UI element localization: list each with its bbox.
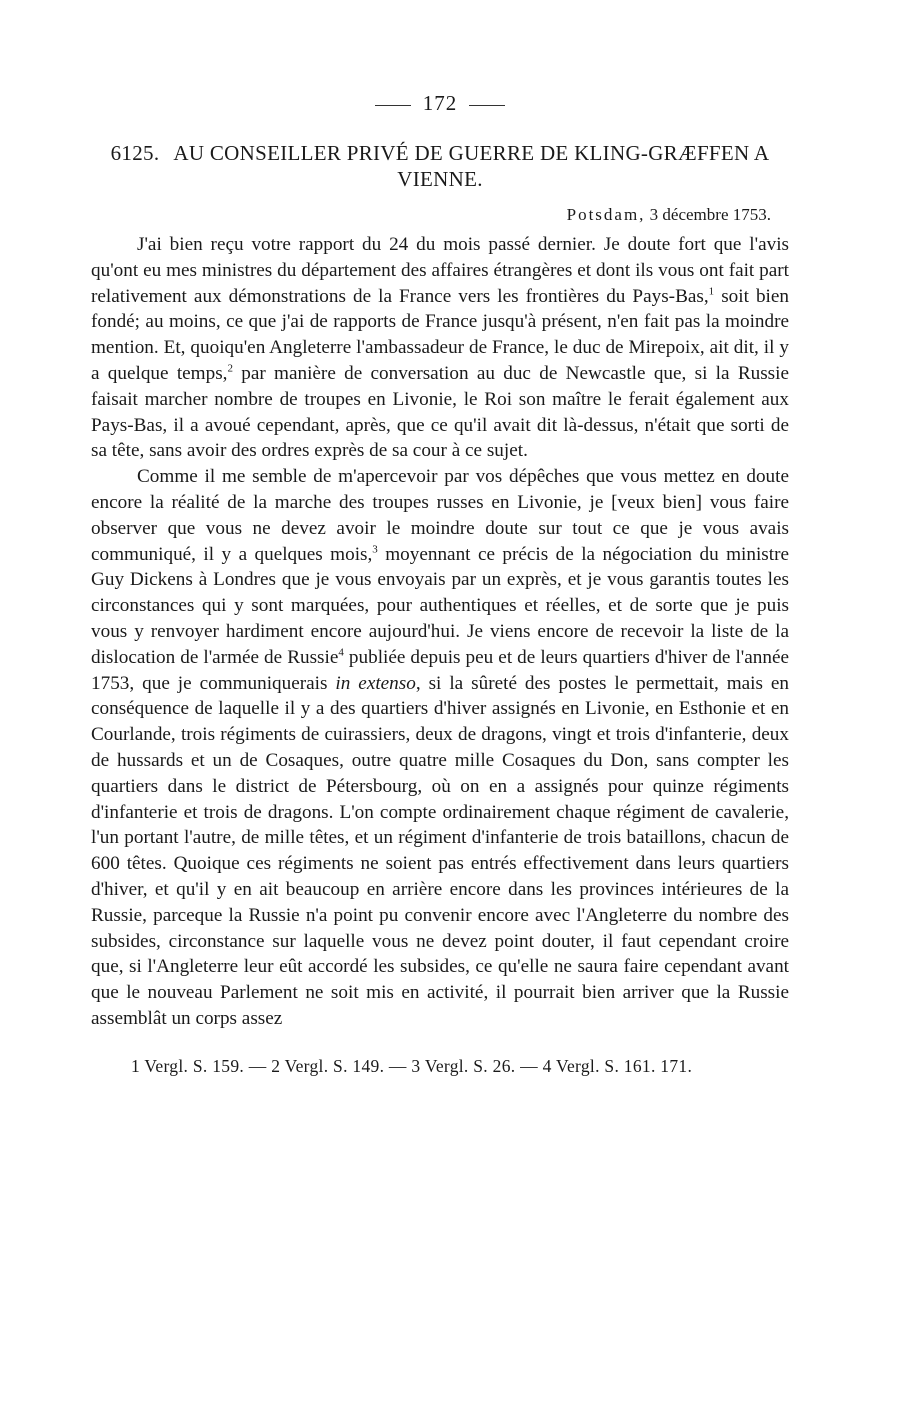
paragraph-text: J'ai bien reçu votre rapport du 24 du mois passé dernier. Je doute fort que l'avis qu'ont eu mes ministres du département des affaires étrangères et dont ils vous ont fait part relativement aux démonstrations de la France vers les frontières du Pays-Bas,	[91, 234, 789, 307]
footnote-marker: 2	[227, 362, 233, 375]
page-number-line	[91, 88, 789, 118]
footnotes: 1 Vergl. S. 159. — 2 Vergl. S. 149. — 3 Vergl. S. 26. — 4 Vergl. S. 161. 171.	[131, 1055, 693, 1076]
italic-text: in extenso	[335, 672, 416, 694]
body-paragraph	[91, 464, 789, 1032]
page-number: 172	[422, 91, 458, 115]
paragraph-text: , si la sûreté des postes le permettait, mais en conséquence de laquelle il y a des quartiers d'hiver assignés en Livonie, en Esthonie et en Courlande, trois régiments de cuirassiers, deux de dragons, vingt et trois d'infanterie, deux de hussards et un de Cosaques, outre quatre mille Cosaques du Don, sans compter les quartiers dans le district de Pétersbourg, où on en a assignés pour quinze régiments d'infanterie et trois de dragons. L'on compte ordinairement chaque régiment de cavalerie, l'un portant l'autre, de mille têtes, et un régiment d'infanterie de trois bataillons, chacun de 600 têtes. Quoique ces régiments ne soient pas entrés effectivement dans leurs quartiers d'hiver, et qu'il y en ait beaucoup en arrière encore dans les provinces intérieures de la Russie, parceque la Russie n'a point pu convenir encore avec l'Angleterre du nombre des subsides, circonstance sur laquelle vous ne devez point douter, il faut cependant croire que, si l'Angleterre leur eût accordé les subsides, ce qu'elle ne saura faire cependant avant que le nouveau Parlement ne soit mis en activité, il pourrait bien arriver que la Russie assemblât un corps assez	[91, 672, 789, 1029]
right-dash	[469, 105, 505, 106]
paragraph-text: soit bien fondé; au moins, ce que j'ai de rapports de France jusqu'à présent, n'en fait pas la moindre mention. Et, quoiqu'en Angleterre l'ambassadeur de France, le duc de Mirepoix, ait dit, il y a quelque temps,	[91, 285, 790, 384]
dateline	[91, 204, 789, 226]
footnote-marker: 3	[372, 543, 378, 556]
paragraph-text: par manière de conversation au duc de Newcastle que, si la Russie faisait marcher nombre de troupes en Livonie, le Roi son maître le ferait également aux Pays-Bas, il a avoué cependant, après, que ce qu'il avait dit là-dessus, n'était que sorti de sa tête, sans avoir des ordres exprès de sa cour à ce sujet.	[91, 362, 789, 462]
footnote-marker: 1	[708, 285, 715, 298]
left-dash	[375, 105, 411, 106]
paragraph-text: moyennant ce précis de la négociation du ministre Guy Dickens à Londres que je vous envoyais par un exprès, et je vous garantis toutes les circonstances qui y sont marquées, pour authentiques et réelles, et de sorte que je puis vous y renvoyer hardiment encore aujourd'hui. Je viens encore de recevoir la liste de la dislocation de l'armée de Russie	[91, 543, 789, 668]
letter-body	[91, 232, 789, 1032]
dateline-place: Potsdam,	[566, 205, 646, 224]
paragraph-text: Comme il me semble de m'apercevoir par vos dépêches que vous mettez en doute encore la réalité de la marche des troupes russes en Livonie, je [veux bien] vous faire observer que vous ne devez avoir le moindre doute sur tout ce que je vous avais communiqué, il y a quelques mois,	[91, 466, 789, 565]
letter-title: AU CONSEILLER PRIVÉ DE GUERRE DE KLING-GRÆFFEN A VIENNE.	[173, 141, 770, 191]
body-paragraph	[91, 232, 789, 464]
letter-heading	[91, 140, 789, 192]
dateline-date: 3 décembre 1753.	[649, 205, 771, 224]
document-page	[91, 88, 789, 1078]
letter-number: 6125.	[110, 141, 160, 165]
paragraph-text: publiée depuis peu et de leurs quartiers d'hiver de l'année 1753, que je communiquerais	[91, 646, 789, 694]
footnote-marker: 4	[338, 646, 344, 659]
